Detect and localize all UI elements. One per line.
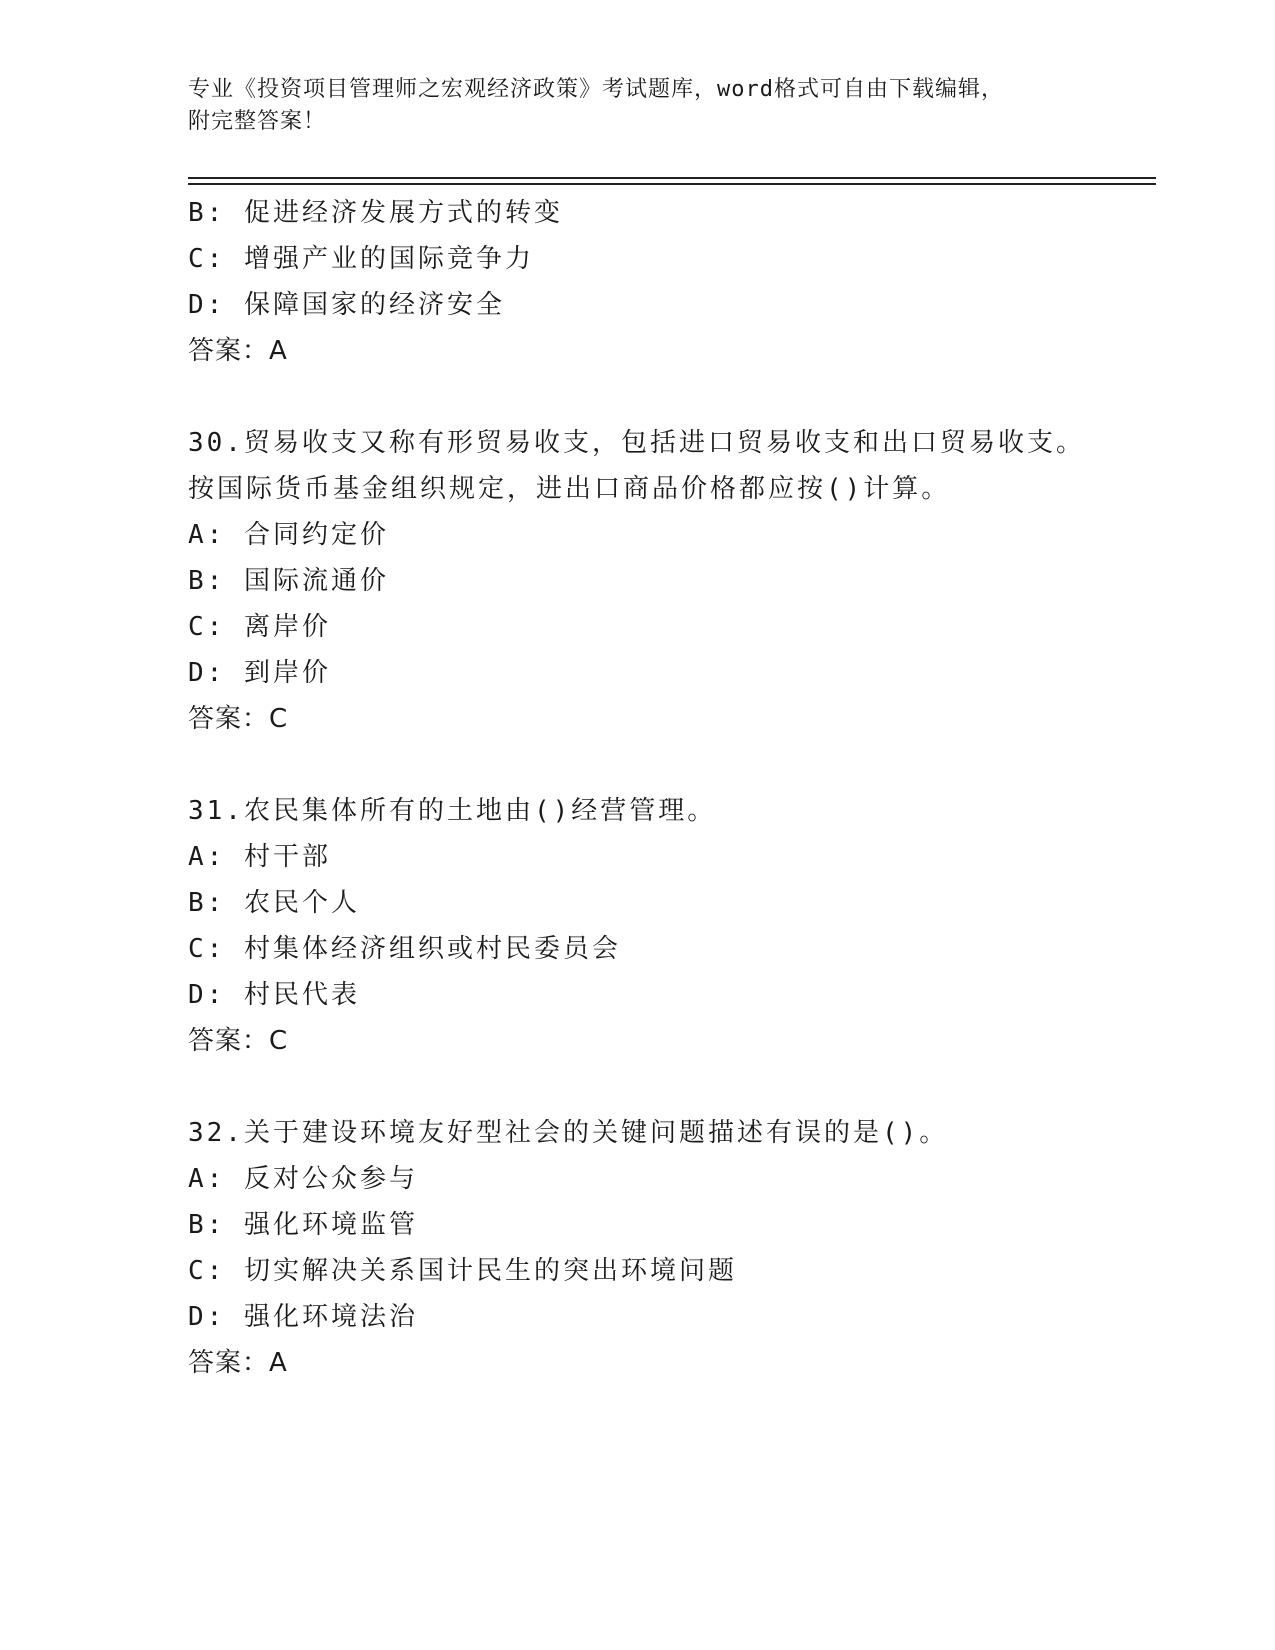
question-block-32	[188, 1110, 1088, 1386]
header-divider-bottom	[188, 183, 1156, 185]
option-a: A: 村干部	[188, 842, 331, 872]
question-block-31	[188, 788, 1088, 1064]
answer-line: 答案：A	[188, 1348, 288, 1378]
answer-line: 答案：C	[188, 704, 289, 734]
option-d: D: 保障国家的经济安全	[188, 290, 505, 320]
option-b: B: 国际流通价	[188, 566, 389, 596]
option-c: C: 村集体经济组织或村民委员会	[188, 934, 621, 964]
question-stem: 31.农民集体所有的土地由()经营管理。	[188, 796, 717, 826]
option-a: A: 反对公众参与	[188, 1164, 418, 1194]
option-b: B: 促进经济发展方式的转变	[188, 198, 563, 228]
option-d: D: 村民代表	[188, 980, 360, 1010]
option-c: C: 切实解决关系国计民生的突出环境问题	[188, 1256, 737, 1286]
option-c: C: 离岸价	[188, 612, 331, 642]
question-block-29	[188, 190, 1088, 374]
header-line-2: 附完整答案！	[188, 109, 327, 134]
option-b: B: 农民个人	[188, 888, 360, 918]
question-list	[188, 190, 1088, 1386]
answer-line: 答案：C	[188, 1026, 289, 1056]
header-line-1: 专业《投资项目管理师之宏观经济政策》考试题库，word格式可自由下载编辑，	[188, 77, 1004, 102]
option-a: A: 合同约定价	[188, 520, 389, 550]
document-header	[188, 74, 1088, 138]
option-d: D: 到岸价	[188, 658, 331, 688]
header-divider-top	[188, 177, 1156, 179]
option-d: D: 强化环境法治	[188, 1302, 418, 1332]
question-stem: 按国际货币基金组织规定，进出口商品价格都应按()计算。	[188, 474, 951, 504]
question-stem: 30.贸易收支又称有形贸易收支，包括进口贸易收支和出口贸易收支。	[188, 428, 1085, 458]
question-stem: 32.关于建设环境友好型社会的关键问题描述有误的是()。	[188, 1118, 949, 1148]
question-block-30	[188, 420, 1088, 742]
answer-line: 答案：A	[188, 336, 288, 366]
option-b: B: 强化环境监管	[188, 1210, 418, 1240]
option-c: C: 增强产业的国际竞争力	[188, 244, 534, 274]
